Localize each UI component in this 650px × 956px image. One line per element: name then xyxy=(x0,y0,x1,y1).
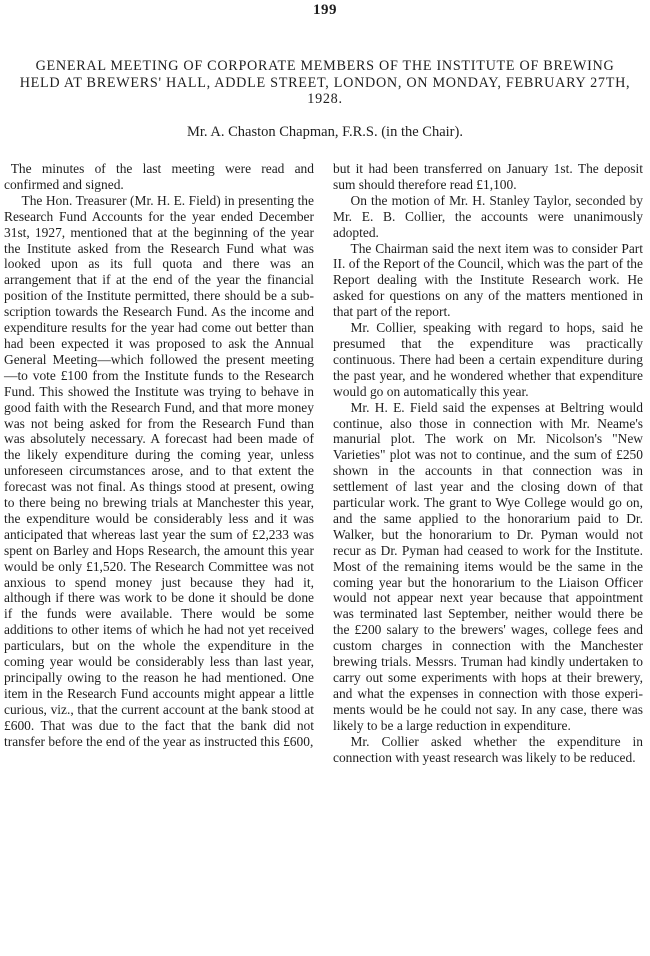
paragraph: The minutes of the last meeting were read and confirmed and signed. xyxy=(4,161,314,192)
left-column xyxy=(4,161,314,750)
paragraph: Mr. H. E. Field said the expenses at Beltring would continue, also those in connection with Mr. Neame's manurial plot. The work on Mr. Nicolson's "New Varieties" plot was not to continue, and the sum of £250 shown in the accounts in that connection was in settlement of last year and the closing down of that particular work. The grant to Wye College would go on, and the same applied to the honorarium paid to Dr. Walker, but the honorarium to Dr. Pyman would not recur as Dr. Pyman had ceased to work for the Institute. Most of the remaining items would be the same in the coming year but the honorarium to the Liaison Officer would not appear next year because that appointment was terminated last September, neither would there be the £200 salary to the brewers' wages, college fees and custom charges in connection with the Manchester brewing trials. Messrs. Truman had kindly undertaken to carry out some experiments with hops at their brewery, and what the expenses in connection with those experiments would be he could not say. In any case, there was likely to be a large reduction in expenditure. xyxy=(333,399,643,733)
paragraph: but it had been transferred on January 1st. The deposit sum should therefore read £1,100. xyxy=(333,161,643,192)
right-column xyxy=(333,161,643,765)
paragraph: Mr. Collier asked whether the expenditure in connection with yeast research was likely to be reduced. xyxy=(333,733,643,765)
chair-line: Mr. A. Chaston Chapman, F.R.S. (in the Chair). xyxy=(187,124,463,140)
paragraph: On the motion of Mr. H. Stanley Taylor, seconded by Mr. E. B. Collier, the accounts were unanimously adopted. xyxy=(333,192,643,240)
paragraph: The Hon. Treasurer (Mr. H. E. Field) in presenting the Research Fund Accounts for the year ended December 31st, 1927, mentioned that at the beginning of the year the Institute asked from the Research Fund what was looked upon as its full quota and there was an arrangement that if at the end of the year the financial position of the Institute permitted, there should be a subscription towards the Research Fund. As the income and expenditure results for the year had come out better than had been expected it was proposed to ask the Annual General Meeting—which followed the present meeting—to vote £100 from the Institute funds to the Research Fund. This showed the Institute was trying to behave in good faith with the Research Fund, and that more money was not being asked for from the Research Fund than was absolutely necessary. A forecast had been made of the likely expenditure during the coming year, unless unforeseen circumstances arose, and to that extent the forecast was not final. As things stood at present, owing to there being no brewing trials at Manchester this year, the expenditure would be considerably less and it was anticipated that whereas last year the sum of £2,233 was spent on Barley and Hops Research, the amount this year would be only £1,520. The Research Committee was not anxious to spend money just because they had it, although if there was work to be done it should be done if the funds were available. There would be some additions to other items of which he had not yet received particulars, but on the whole the expenditure in the coming year would be considerably less than last year, principally owing to the reason he had mentioned. One item in the Research Fund accounts might appear a little curious, viz., that the current account at the bank stood at £600. That was due to the fact that the bank did not transfer before the end of the year as instructed this £600, xyxy=(4,192,314,749)
page-number: 199 xyxy=(313,2,337,18)
paragraph: The Chairman said the next item was to consider Part II. of the Report of the Council, which was the part of the Report dealing with the Institute Research work. He asked for questions on any of the matters mentioned in that part of the report. xyxy=(333,240,643,320)
paragraph: Mr. Collier, speaking with regard to hops, said he presumed that the expenditure was practically continuous. There had been a certain expenditure during the past year, and he wondered whether that expenditure would go on automatically this year. xyxy=(333,320,643,399)
meeting-title: GENERAL MEETING OF CORPORATE MEMBERS OF THE INSTITUTE OF BREWING HELD AT BREWERS' HALL, ADDLE STREET, LONDON, ON MONDAY, FEBRUARY 27TH, 1928. xyxy=(19,58,631,107)
